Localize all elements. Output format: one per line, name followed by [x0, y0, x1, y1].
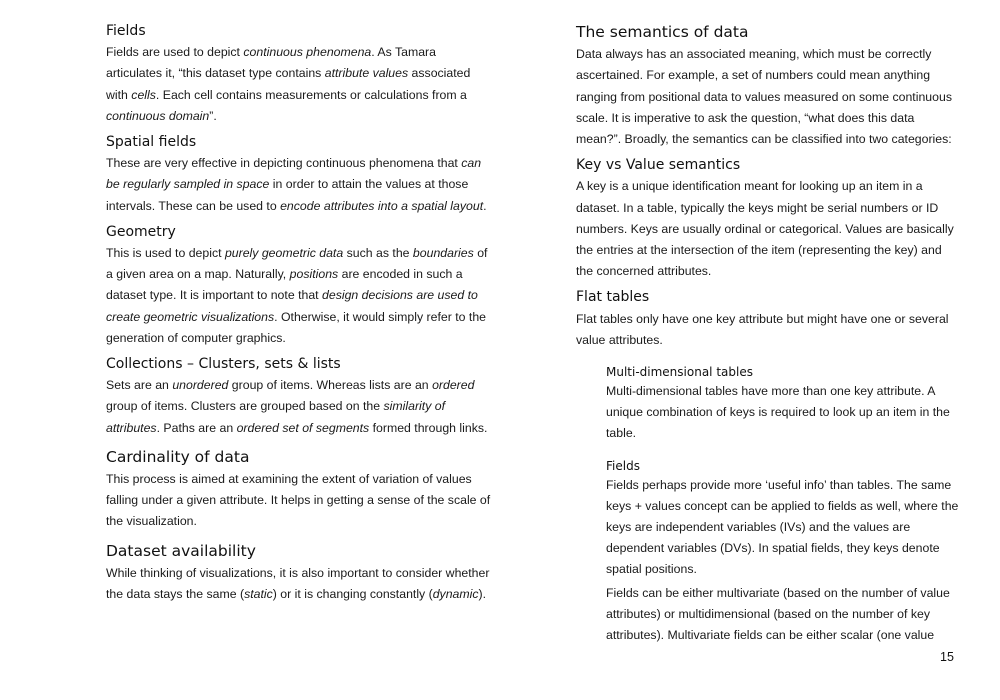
- paragraph-dataset-availability: While thinking of visualizations, it is also important to consider whether the data stays the same (static) or it is changing constantly (dynamic).: [106, 565, 490, 601]
- paragraph-cardinality: This process is aimed at examining the extent of variation of values falling under a given attribute. It helps in getting a sense of the scale of the visualization.: [106, 471, 491, 529]
- page-number: 15: [940, 650, 954, 664]
- paragraph-spatial-fields: These are very effective in depicting continuous phenomena that can be regularly sampled in space in order to attain the values at those intervals. These can be used to encode attributes into a spatial layout.: [106, 156, 487, 213]
- right-column: [576, 18, 961, 646]
- paragraph-flat-tables: Flat tables only have one key attribute but might have one or several value attributes.: [576, 311, 949, 347]
- heading-fields: Fields: [106, 23, 146, 39]
- left-column: [106, 18, 491, 605]
- heading-flat-tables: Flat tables: [576, 289, 650, 306]
- heading-geometry: Geometry: [106, 223, 176, 240]
- heading-cardinality: Cardinality of data: [106, 447, 250, 466]
- heading-semantics: The semantics of data: [576, 23, 749, 41]
- paragraph-fields: Fields are used to depict continuous phenomena. As Tamara articulates it, “this dataset type contains attribute values associated with cells. Each cell contains measurements or calculations from a continuous domain”.: [106, 45, 471, 123]
- paragraph-collections: Sets are an unordered group of items. Whereas lists are an ordered group of items. Clusters are grouped based on the similarity of attributes. Paths are an ordered set of segments formed through links.: [106, 378, 488, 435]
- paragraph-key-vs-value: A key is a unique identification meant for looking up an item in a dataset. In a table, typically the keys might be serial numbers or ID numbers. Keys are usually ordinal or categorical. Values are basically the entries at the intersection of the item (representing the key) and the concerned attributes.: [576, 179, 954, 279]
- paragraph-fields-sub-2: Fields can be either multivariate (based on the number of value attributes) or multidimensional (based on the number of key attributes). Multivariate fields can be either scalar (one value: [606, 585, 950, 642]
- heading-dataset-availability: Dataset availability: [106, 541, 256, 560]
- heading-spatial-fields: Spatial fields: [106, 134, 197, 150]
- indented-subsections: [606, 365, 961, 646]
- heading-key-vs-value: Key vs Value semantics: [576, 157, 741, 174]
- paragraph-multi-dimensional-tables: Multi-dimensional tables have more than one key attribute. A unique combination of keys is required to look up an item in the table.: [606, 383, 950, 441]
- paragraph-fields-sub-1: Fields perhaps provide more ‘useful info’ than tables. The same keys + values concept can be applied to fields as well, where the keys are independent variables (IVs) and the values are dependent variables (DVs). In spatial fields, they keys denote spatial positions.: [606, 477, 959, 577]
- paragraph-semantics: Data always has an associated meaning, which must be correctly ascertained. For example, a set of numbers could mean anything ranging from positional data to values measured on some continuous scale. It is imperative to ask the question, “what does this data mean?”. Broadly, the semantics can be classified into two categories:: [576, 47, 952, 146]
- heading-multi-dimensional-tables: Multi-dimensional tables: [606, 364, 753, 379]
- heading-collections: Collections – Clusters, sets & lists: [106, 356, 341, 372]
- heading-fields-sub: Fields: [606, 458, 640, 473]
- paragraph-geometry: This is used to depict purely geometric data such as the boundaries of a given area on a map. Naturally, positions are encoded in such a dataset type. It is important to note that design decisions are used to create geometric visualizations. Otherwise, it would simply refer to the generation of computer graphics.: [106, 245, 488, 345]
